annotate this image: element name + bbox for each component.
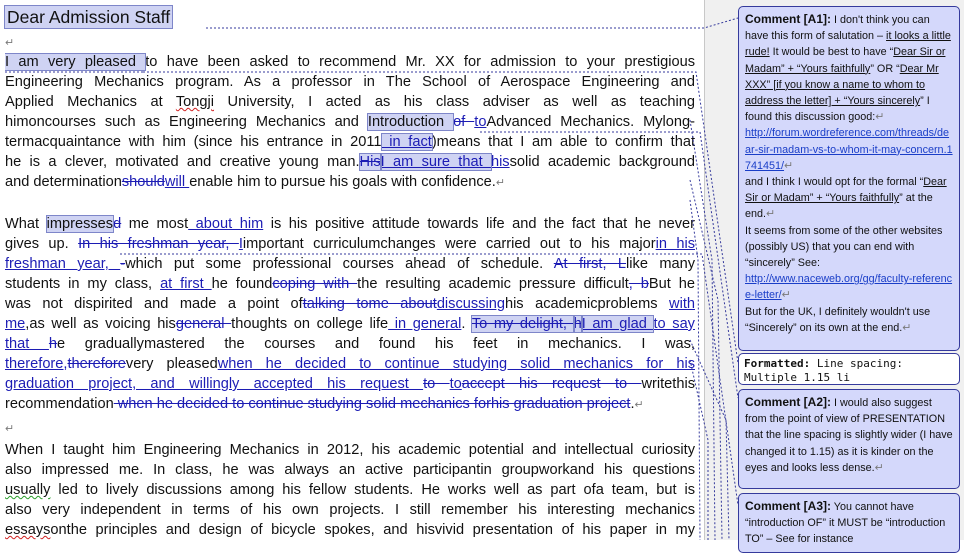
comment-link[interactable]: http://forum.wordreference.com/threads/dear-sir-madam-vs-to-whom-it-may-concern.1741451/ [745,127,953,172]
p3-line[interactable]: When I taught him Engineering Mechanics in 2012, his academic potential and intellectual curiosity [5,442,695,458]
comment-balloon-a3[interactable]: Comment [A3]: You cannot have “introduction OF” it MUST be “introduction TO” – See for instance [738,493,960,553]
p1-line[interactable]: himoncourses such as Engineering Mechanics and Introduction of toAdvanced Mechanics. Mylong- [5,114,695,130]
comment-balloon-a2[interactable]: Comment [A2]: I would also suggest from the point of view of PRESENTATION that the line spacing is slightly wider (I have changed it to 1.15) as it is kinder on the eyes and looks less dense.↵ [738,389,960,489]
empty-paragraph: ↵ [5,37,15,49]
p2-line[interactable]: gives up. In his freshman year, Iimportant curriculumchanges were carried out to his majorin his [5,236,695,252]
p3-line[interactable]: usually led to lively discussions among his fellow students. He works well as part ofa team, but is [5,482,695,498]
p2-line[interactable]: therefore,thereforevery pleasedwhen he decided to continue studying solid mechanics for his [5,356,695,372]
p3-line[interactable]: essaysonthe principles and design of bicycle spokes, and hisvivid presentation of his paper in my [5,522,695,538]
p2-line[interactable]: that he graduallymastered the courses and found his feet in mechanics. I was, [5,336,695,352]
salutation-heading[interactable]: Dear Admission Staff [7,7,171,27]
p3-line[interactable]: also impressed me. In class, he was always an active participantin groupworkand his questions [5,462,695,478]
p1-line[interactable]: Engineering Mechanics program. As a professor in The School of Aerospace Engineering and [5,74,695,90]
p2-line[interactable]: students in my class, at first he foundcoping with the resulting academic pressure difficult, bBut he [5,276,695,292]
p1-line[interactable]: I am very pleased to have been asked to recommend Mr. XX for admission to your prestigious [5,54,695,70]
comment-label: Comment [A3]: [745,499,831,513]
p2-line[interactable]: graduation project, and willingly accepted his request to toaccept his request to writethis [5,376,695,392]
comment-label: Comment [A2]: [745,395,831,409]
p2-line[interactable]: What impressesd me most about him is his positive attitude towards life and the fact that he never [5,216,695,232]
p3-line[interactable]: also very independent in terms of his own projects. I still remember his interesting mechanics [5,502,695,518]
formatted-label: Formatted: [744,357,811,370]
p1-line[interactable]: he is a clever, motivated and creative young man.HisI am sure that hissolid academic background [5,154,695,170]
comment-balloon-a1[interactable]: Comment [A1]: I don't think you can have this form of salutation – it looks a little rude! It would be best to have “Dear Sir or Madam” + “Yours faithfully” OR “Dear Mr XXX” [if you know a name to whom to address the letter] + “Yours sincerely” I found this discussion good:↵ http://forum.wordreference.com/threads/dear-sir-madam-vs-to-whom-it-may-concern.1741451/↵ and I think I would opt for the formal “Dear Sir or Madam” + “Yours faithfully” at the end.↵ It seems from some of the other websites (possibly US) that you can end with “sincerely” See: http://www.naceweb.org/gg/faculty-reference-letter/↵ But for the UK, I definitely wouldn't use “Sincerely” on its own at the end.↵ [738,6,960,351]
comment-link[interactable]: http://www.naceweb.org/gg/faculty-reference-letter/ [745,273,953,302]
p2-line[interactable]: recommendation when he decided to continue studying solid mechanics forhis graduation project.↵ [5,396,644,412]
p1-line[interactable]: and determinationshouldwill enable him to pursue his goals with confidence.↵ [5,174,506,190]
empty-paragraph: ↵ [5,423,15,435]
p1-line[interactable]: termacquaintance with him (since his entrance in 2011 in fact)means that I am able to confirm that [5,134,695,150]
p2-line[interactable]: freshman year, -which put some professional courses ahead of schedule. At first, Llike many [5,256,695,272]
p2-line[interactable]: was not dispirited and made a point oftalking tome aboutdiscussinghis academicproblems with [5,296,695,312]
p1-line[interactable]: Applied Mechanics at Tongji University, I acted as his class adviser as well as teaching [5,94,695,110]
comment-label: Comment [A1]: [745,12,831,26]
formatting-balloon[interactable]: Formatted: Line spacing: Multiple 1.15 li [738,353,960,385]
p2-line[interactable]: me,as well as voicing hisgeneral thoughts on college life in general. To my delight, hI am glad to say [5,316,695,332]
